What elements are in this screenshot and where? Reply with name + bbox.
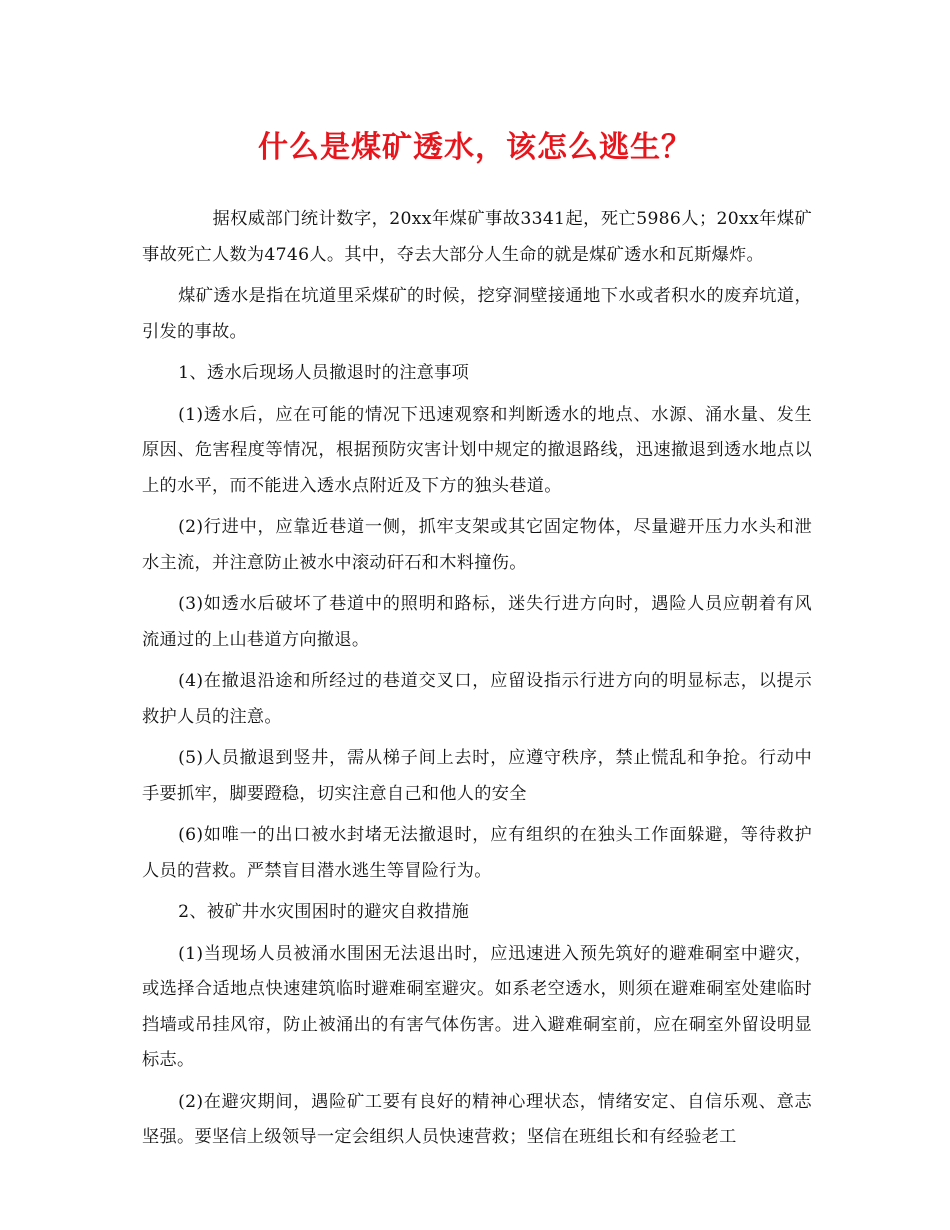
- document-title: 什么是煤矿透水，该怎么逃生？: [258, 130, 692, 165]
- section-heading-evacuation: 1、透水后现场人员撤退时的注意事项: [178, 363, 470, 383]
- paragraph-definition: 煤矿透水是指在坑道里采煤矿的时候，挖穿洞壁接通地下水或者积水的废弃坑道，引发的事故。: [142, 286, 812, 342]
- list-item-evacuation-6: (6)如唯一的出口被水封堵无法撤退时，应有组织的在独头工作面躲避，等待救护人员的营救。严禁盲目潜水逃生等冒险行为。: [142, 825, 812, 881]
- section-heading-self-rescue: 2、被矿井水灾围困时的避灾自救措施: [178, 902, 470, 922]
- paragraph-statistics: 据权威部门统计数字，20xx年煤矿事故3341起，死亡5986人；20xx年煤矿事故死亡人数为4746人。其中，夺去大部分人生命的就是煤矿透水和瓦斯爆炸。: [142, 209, 812, 265]
- list-item-evacuation-3: (3)如透水后破坏了巷道中的照明和路标，迷失行进方向时，遇险人员应朝着有风流通过的上山巷道方向撤退。: [142, 594, 812, 650]
- list-item-self-rescue-1: (1)当现场人员被涌水围困无法退出时，应迅速进入预先筑好的避难硐室中避灾，或选择合适地点快速建筑临时避难硐室避灾。如系老空透水，则须在避难硐室处建临时挡墙或吊挂风帘，防止被涌出的有害气体伤害。进入避难硐室前，应在硐室外留设明显标志。: [142, 943, 812, 1070]
- list-item-evacuation-2: (2)行进中，应靠近巷道一侧，抓牢支架或其它固定物体，尽量避开压力水头和泄水主流，并注意防止被水中滚动矸石和木料撞伤。: [142, 517, 812, 573]
- list-item-self-rescue-2: (2)在避灾期间，遇险矿工要有良好的精神心理状态，情绪安定、自信乐观、意志坚强。要坚信上级领导一定会组织人员快速营救；坚信在班组长和有经验老工: [142, 1091, 812, 1147]
- list-item-evacuation-1: (1)透水后，应在可能的情况下迅速观察和判断透水的地点、水源、涌水量、发生原因、危害程度等情况，根据预防灾害计划中规定的撤退路线，迅速撤退到透水地点以上的水平，而不能进入透水点附近及下方的独头巷道。: [142, 404, 812, 496]
- document-body: [142, 202, 812, 1162]
- list-item-evacuation-5: (5)人员撤退到竖井，需从梯子间上去时，应遵守秩序，禁止慌乱和争抢。行动中手要抓牢，脚要蹬稳，切实注意自己和他人的安全: [142, 748, 812, 804]
- list-item-evacuation-4: (4)在撤退沿途和所经过的巷道交叉口，应留设指示行进方向的明显标志，以提示救护人员的注意。: [142, 671, 812, 727]
